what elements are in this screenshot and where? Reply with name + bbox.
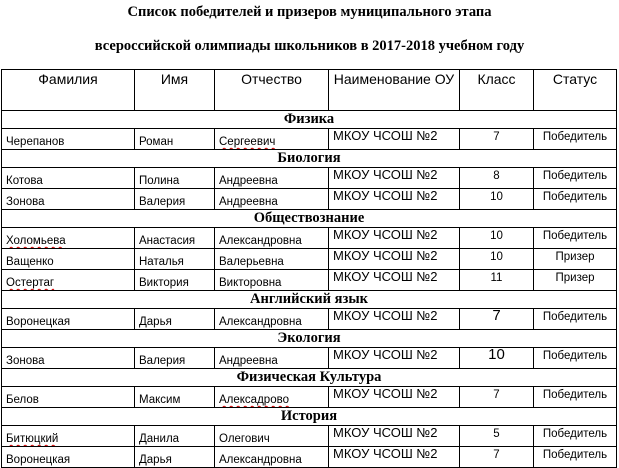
- school-cell: МКОУ ЧСОШ №2: [329, 228, 460, 249]
- section-title: Физическая Культура: [2, 369, 617, 387]
- table-row: [2, 309, 617, 330]
- status-cell: Победитель: [534, 447, 617, 468]
- grade-cell: 8: [460, 168, 534, 189]
- table-row: [2, 189, 617, 210]
- patronymic-cell: Александровна: [215, 447, 329, 468]
- section-row: [2, 408, 617, 426]
- grade-cell: 10: [460, 228, 534, 249]
- section-row: [2, 150, 617, 168]
- name-cell: Валерия: [135, 189, 215, 210]
- grade-cell: 11: [460, 270, 534, 291]
- table-row: [2, 270, 617, 291]
- section-row: [2, 210, 617, 228]
- name-cell: Валерия: [135, 348, 215, 369]
- status-cell: Победитель: [534, 168, 617, 189]
- patronymic-text: Сергеевич: [219, 136, 276, 148]
- status-cell: Победитель: [534, 228, 617, 249]
- section-row: [2, 111, 617, 129]
- surname-cell: Зонова: [2, 348, 135, 369]
- patronymic-cell: Викторовна: [215, 270, 329, 291]
- table-row: [2, 426, 617, 447]
- grade-cell: 7: [460, 129, 534, 150]
- name-cell: Дарья: [135, 447, 215, 468]
- status-cell: Призер: [534, 270, 617, 291]
- grade-cell: 10: [460, 189, 534, 210]
- header-patronymic: Отчество: [215, 70, 329, 111]
- table-row: [2, 348, 617, 369]
- surname-cell: Зонова: [2, 189, 135, 210]
- status-cell: Победитель: [534, 309, 617, 330]
- grade-cell: 7: [460, 447, 534, 468]
- surname-cell: [2, 270, 135, 291]
- section-title: Экология: [2, 330, 617, 348]
- header-status: Статус: [534, 70, 617, 111]
- school-cell: МКОУ ЧСОШ №2: [329, 189, 460, 210]
- table-row: [2, 228, 617, 249]
- surname-cell: [2, 426, 135, 447]
- document-title-line2: всероссийской олимпиады школьников в 2017-2018 учебном году: [94, 38, 525, 54]
- section-title: Физика: [2, 111, 617, 129]
- grade-cell: 7: [460, 309, 534, 330]
- surname-cell: Черепанов: [2, 129, 135, 150]
- section-title: Обществознание: [2, 210, 617, 228]
- section-row: [2, 330, 617, 348]
- grade-cell: 10: [460, 249, 534, 270]
- name-cell: Максим: [135, 387, 215, 408]
- status-cell: Победитель: [534, 189, 617, 210]
- grade-cell: 5: [460, 426, 534, 447]
- status-cell: Победитель: [534, 387, 617, 408]
- school-cell: МКОУ ЧСОШ №2: [329, 447, 460, 468]
- surname-cell: Ващенко: [2, 249, 135, 270]
- name-cell: Дарья: [135, 309, 215, 330]
- patronymic-text: Алексадрово: [219, 394, 289, 406]
- status-cell: Призер: [534, 249, 617, 270]
- grade-cell: 7: [460, 387, 534, 408]
- patronymic-cell: Андреевна: [215, 348, 329, 369]
- name-cell: Роман: [135, 129, 215, 150]
- header-grade: Класс: [460, 70, 534, 111]
- name-cell: Виктория: [135, 270, 215, 291]
- table-row: [2, 129, 617, 150]
- school-cell: МКОУ ЧСОШ №2: [329, 249, 460, 270]
- name-cell: Анастасия: [135, 228, 215, 249]
- status-cell: Победитель: [534, 348, 617, 369]
- table-row: [2, 249, 617, 270]
- status-cell: Победитель: [534, 129, 617, 150]
- table-row: [2, 387, 617, 408]
- table-row: [2, 168, 617, 189]
- section-title: История: [2, 408, 617, 426]
- surname-cell: Воронецкая: [2, 309, 135, 330]
- surname-cell: [2, 228, 135, 249]
- patronymic-cell: Александровна: [215, 309, 329, 330]
- table-header-row: [2, 70, 617, 111]
- header-name: Имя: [135, 70, 215, 111]
- section-title: Биология: [2, 150, 617, 168]
- name-cell: Данила: [135, 426, 215, 447]
- school-cell: МКОУ ЧСОШ №2: [329, 426, 460, 447]
- patronymic-cell: Андреевна: [215, 168, 329, 189]
- status-cell: Победитель: [534, 426, 617, 447]
- surname-text: Холомьева: [6, 235, 66, 247]
- school-cell: МКОУ ЧСОШ №2: [329, 387, 460, 408]
- patronymic-cell: Андреевна: [215, 189, 329, 210]
- name-cell: Полина: [135, 168, 215, 189]
- school-cell: МКОУ ЧСОШ №2: [329, 270, 460, 291]
- school-cell: МКОУ ЧСОШ №2: [329, 309, 460, 330]
- surname-text: Битюцкий: [6, 433, 59, 445]
- section-title: Английский язык: [2, 291, 617, 309]
- table-row: [2, 447, 617, 468]
- header-surname: Фамилия: [2, 70, 135, 111]
- surname-cell: Котова: [2, 168, 135, 189]
- section-row: [2, 291, 617, 309]
- surname-cell: Воронецкая: [2, 447, 135, 468]
- patronymic-cell: [215, 129, 329, 150]
- patronymic-cell: [215, 387, 329, 408]
- header-school: Наименование ОУ: [329, 70, 460, 111]
- document-title-line1: Список победителей и призеров муниципального этапа: [127, 4, 492, 20]
- patronymic-cell: Олегович: [215, 426, 329, 447]
- patronymic-cell: Александровна: [215, 228, 329, 249]
- school-cell: МКОУ ЧСОШ №2: [329, 129, 460, 150]
- section-row: [2, 369, 617, 387]
- school-cell: МКОУ ЧСОШ №2: [329, 168, 460, 189]
- school-cell: МКОУ ЧСОШ №2: [329, 348, 460, 369]
- patronymic-cell: Валерьевна: [215, 249, 329, 270]
- surname-cell: Белов: [2, 387, 135, 408]
- surname-text: Остертаг: [6, 277, 55, 289]
- winners-table: [1, 69, 617, 468]
- name-cell: Наталья: [135, 249, 215, 270]
- grade-cell: 10: [460, 348, 534, 369]
